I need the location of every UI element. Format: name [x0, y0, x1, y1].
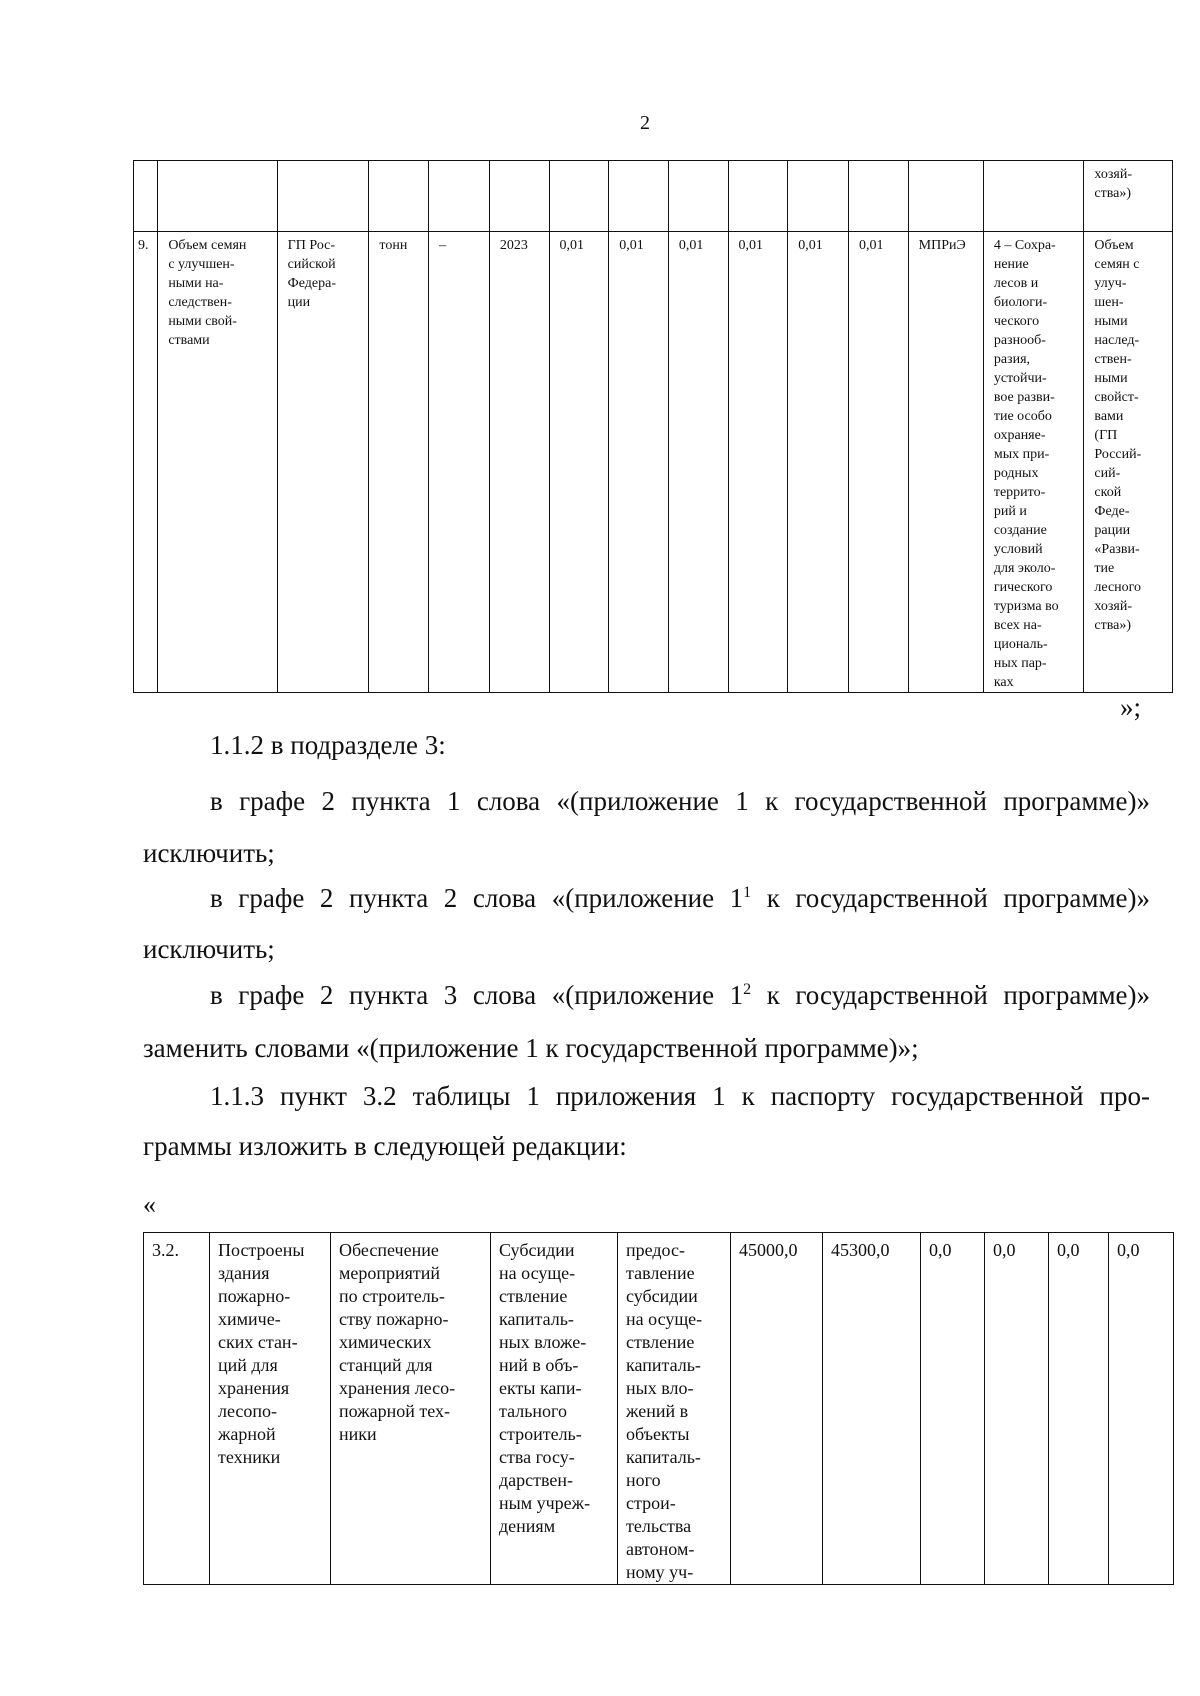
amount: 0,0: [1117, 1240, 1140, 1260]
value-cell: [728, 232, 788, 693]
superscript: 1: [743, 884, 752, 901]
paragraph-2-line-2: исключить;: [143, 838, 275, 868]
text-fragment: в графе 2 пункта 2 слова «(приложение 1: [210, 883, 744, 913]
table-cell: [609, 161, 669, 232]
value-cell: [788, 232, 849, 693]
instrument: Субсидии на осуще- ствление капиталь- ных вложе- ний в объ- екты капи- тального строитель- ства госу- дарствен- ным учреж- дениям: [499, 1240, 591, 1536]
indicator-source: Объем семян с улуч- шен- ными наслед- ствен- ными свойст- вами (ГП Россий- сий- ской Феде- рации «Разви- тие лесного хозяй- ства»): [1094, 238, 1142, 633]
row-number: 9.: [138, 238, 149, 253]
events-table: [143, 1232, 1174, 1585]
row-number-cell: [144, 1233, 210, 1585]
opening-quote: «: [143, 1190, 156, 1219]
paragraph-1: 1.1.2 в подразделе 3:: [210, 730, 446, 760]
amount: 0,0: [993, 1240, 1016, 1260]
row-number: 3.2.: [152, 1240, 179, 1260]
base-value: –: [439, 238, 447, 253]
table-cell: [728, 161, 788, 232]
table-cell: [983, 161, 1084, 232]
table-row-3-2: [144, 1233, 1174, 1585]
closing-quote: »;: [1120, 692, 1142, 722]
text-fragment: к государственной программе)»: [751, 980, 1151, 1010]
amount: 0,0: [1057, 1240, 1080, 1260]
amount-cell: [731, 1233, 823, 1585]
amount-cell: [985, 1233, 1049, 1585]
amount-cell: [823, 1233, 921, 1585]
amount-cell: [1049, 1233, 1109, 1585]
text-fragment: в графе 2 пункта 3 слова «(приложение 1: [210, 980, 744, 1010]
paragraph-2-line-1: в графе 2 пункта 1 слова «(приложение 1 к государственной программе)»: [210, 786, 1150, 816]
table-cell: [429, 161, 490, 232]
paragraph-3-line-2: исключить;: [143, 934, 275, 964]
indicators-table: [133, 160, 1173, 693]
indicator-name-cell: [158, 232, 277, 693]
event: Обеспечение мероприятий по строитель- ству пожарно- химических станций для хранения лесо- пожарной тех- ники: [339, 1240, 456, 1444]
paragraph-4-line-1: [210, 980, 1150, 1011]
value-cell: [668, 232, 728, 693]
value: 0,01: [559, 238, 585, 253]
paragraph-3-line-1: [210, 883, 1150, 914]
year-cell: [489, 232, 549, 693]
value-cell: [609, 232, 669, 693]
table-row-continuation: [134, 161, 1173, 232]
value: 0,01: [678, 238, 704, 253]
value: 0,01: [738, 238, 764, 253]
table-cell: [788, 161, 849, 232]
source: ГП Рос- сийской Федера- ции: [287, 238, 336, 310]
indicator-source-cell: [1084, 232, 1173, 693]
paragraph-5-line-2: граммы изложить в следующей редакции:: [143, 1131, 627, 1161]
event-cell: [331, 1233, 491, 1585]
text-fragment: к государственной программе)»: [751, 883, 1151, 913]
table-cell: [134, 161, 158, 232]
table-row-9: [134, 232, 1173, 693]
amount-cell: [1109, 1233, 1174, 1585]
amount: 45000,0: [739, 1240, 798, 1260]
row-number-cell: [134, 232, 158, 693]
result-cell: [210, 1233, 331, 1585]
value: 0,01: [619, 238, 644, 253]
value-cell: [849, 232, 909, 693]
paragraph-4-line-2: заменить словами «(приложение 1 к государственной программе)»;: [143, 1033, 919, 1063]
goal: 4 – Сохра- нение лесов и биологи- ческого разнооб- разия, устойчи- вое разви- тие особо охраняе- мых при- родных террито- рий и создание условий для эколо- гического туризма во всех на- циональ- ных пар- ках: [993, 238, 1059, 690]
table-cell: [668, 161, 728, 232]
value-cell: [549, 232, 609, 693]
table-cell: [1084, 161, 1173, 232]
source-cell: [277, 232, 369, 693]
unit: тонн: [379, 238, 408, 253]
direction-cell: [618, 1233, 731, 1585]
paragraph-5-line-1: 1.1.3 пункт 3.2 таблицы 1 приложения 1 к паспорту государственной про-: [210, 1081, 1150, 1111]
value: 0,01: [859, 238, 884, 253]
amount: 0,0: [929, 1240, 952, 1260]
responsible-cell: [908, 232, 983, 693]
superscript: 2: [743, 981, 752, 998]
table-cell: [908, 161, 983, 232]
responsible: МПРиЭ: [918, 238, 966, 253]
unit-cell: [369, 232, 429, 693]
direction: предос- тавление субсидии на осуще- ствление капиталь- ных вло- жений в объекты капиталь- ного строи- тельства автоном- ному уч-: [626, 1240, 703, 1582]
page-number: 2: [640, 112, 650, 134]
value: 0,01: [798, 238, 823, 253]
base-value-cell: [429, 232, 490, 693]
table-cell: [549, 161, 609, 232]
table-cell: [369, 161, 429, 232]
table-cell: [849, 161, 909, 232]
amount-cell: [921, 1233, 985, 1585]
indicator-name: Объем семян с улучшен- ными на- следствен- ными свой- ствами: [168, 238, 247, 348]
table-cell: [158, 161, 277, 232]
instrument-cell: [491, 1233, 618, 1585]
table-cell: [489, 161, 549, 232]
continuation-text: хозяй- ства»): [1094, 167, 1132, 201]
goal-cell: [983, 232, 1084, 693]
result: Построены здания пожарно- химиче- ских стан- ций для хранения лесопо- жарной техники: [218, 1240, 305, 1467]
year: 2023: [499, 238, 528, 253]
amount: 45300,0: [831, 1240, 890, 1260]
table-cell: [277, 161, 369, 232]
